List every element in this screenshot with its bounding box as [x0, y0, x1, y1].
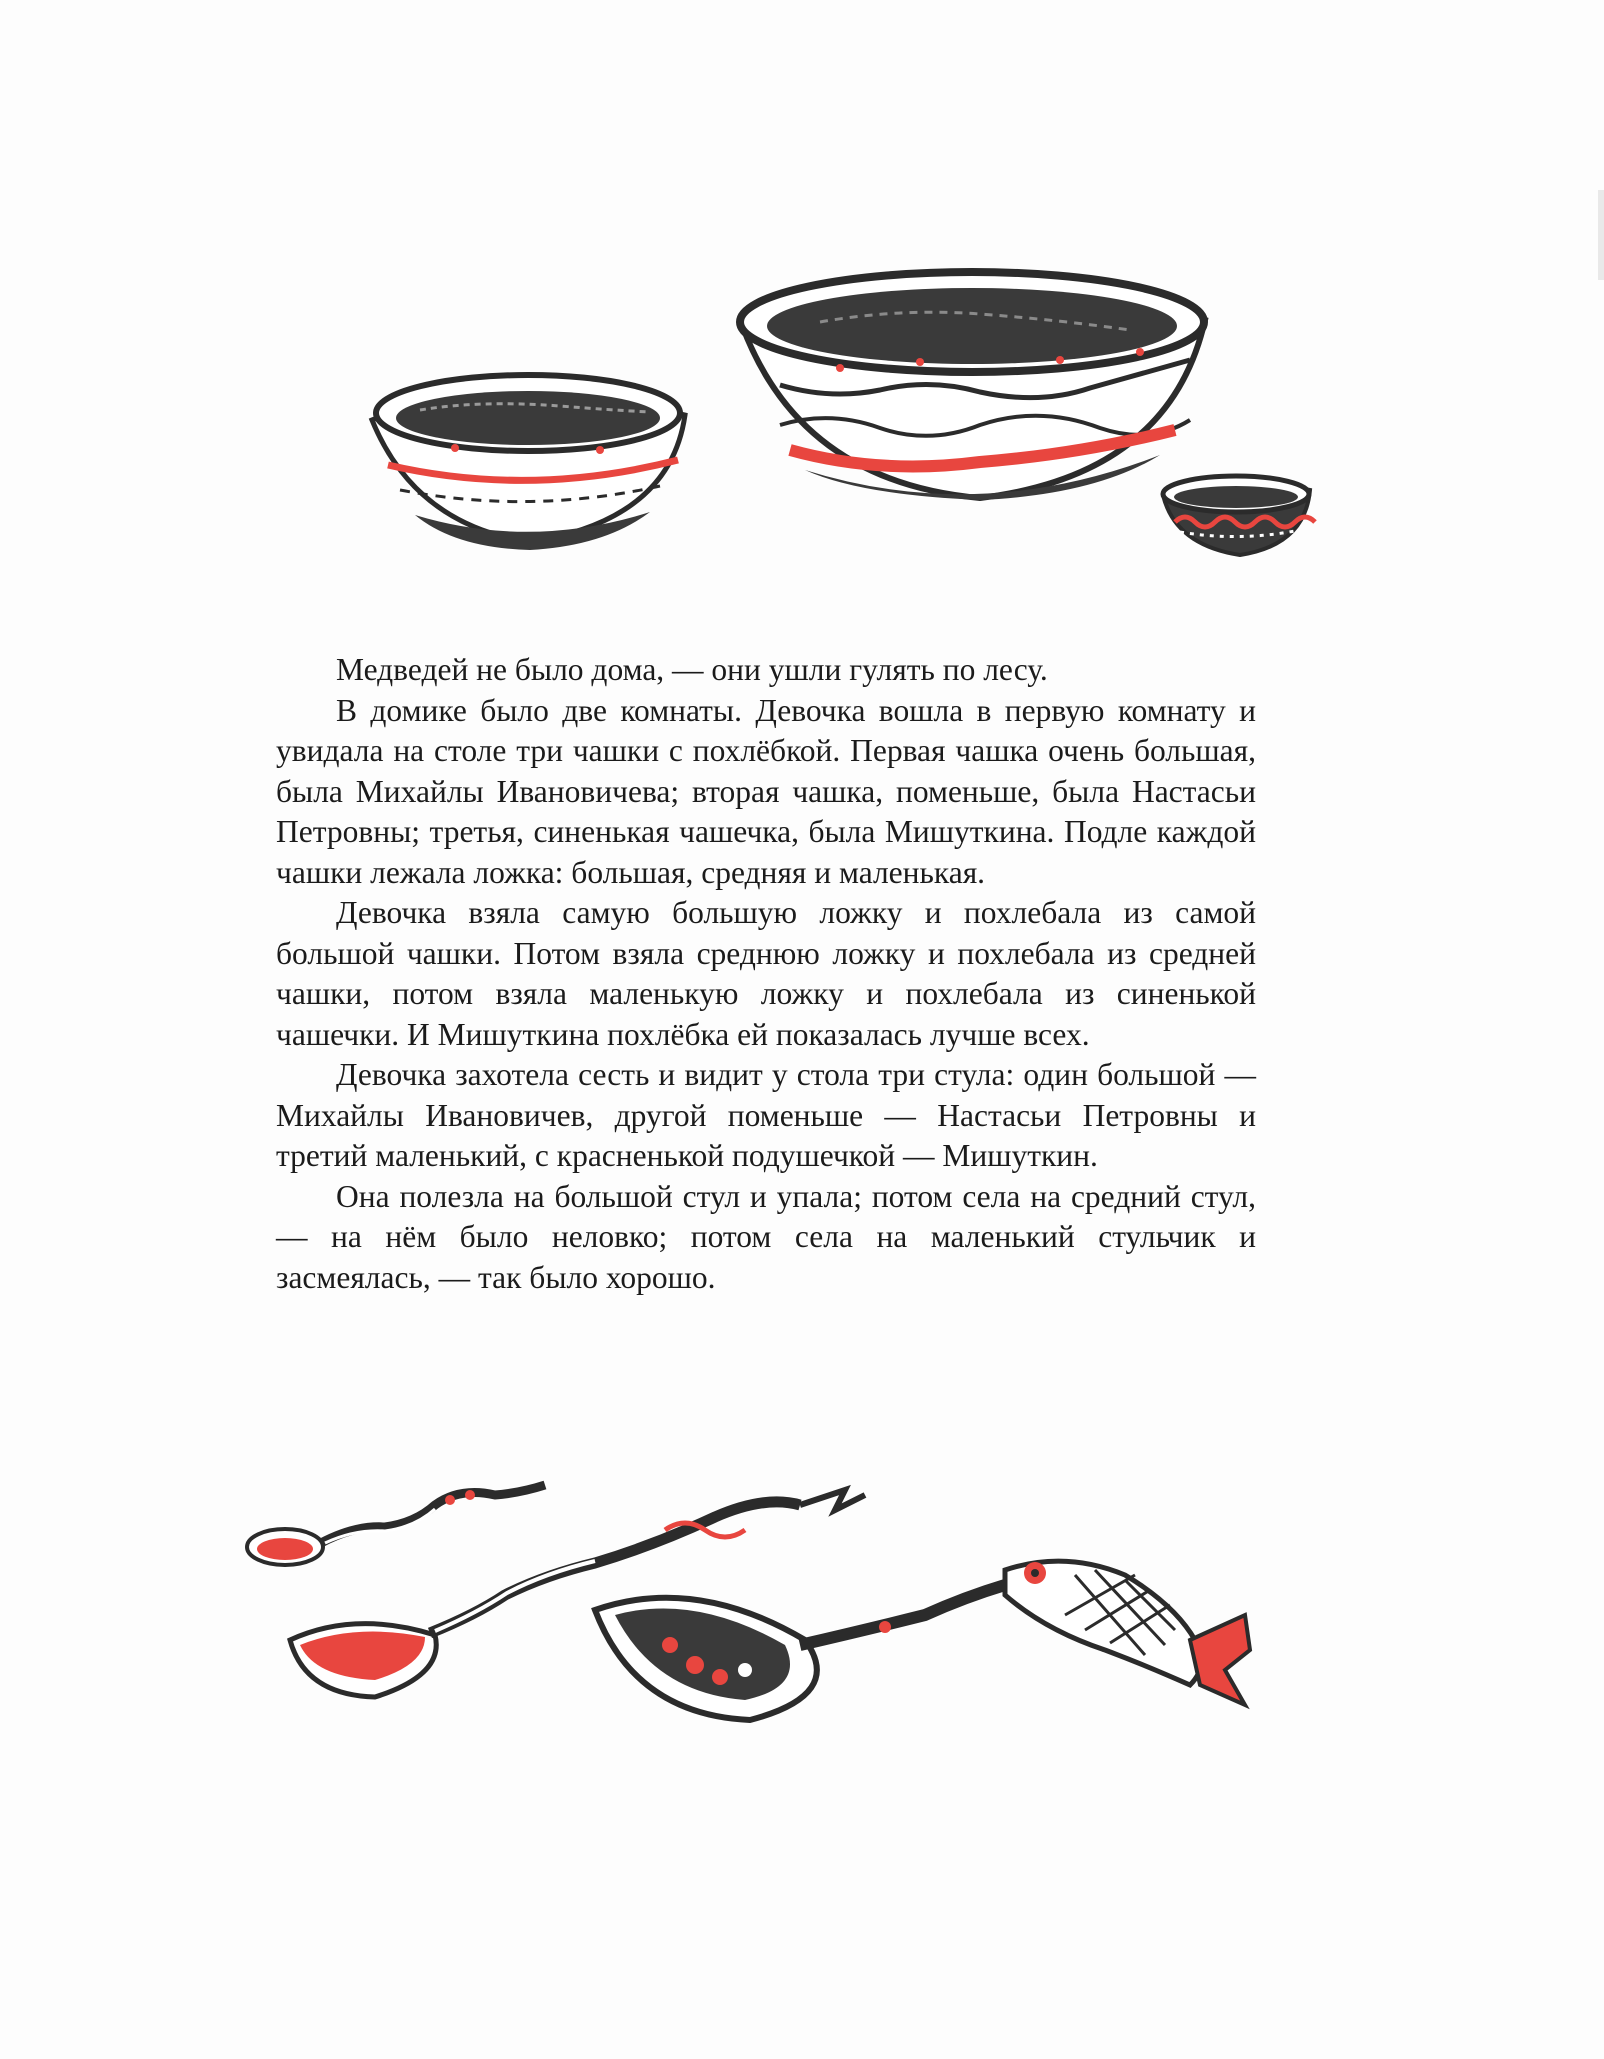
medium-bowl-icon: [372, 375, 685, 550]
story-paragraph-3: Девочка взяла самую большую ложку и похлебала из самой большой чашки. Потом взяла среднюю ложку и похлебала из средней чашки, потом взяла маленькую ложку и похлебала из синенькой чашечки. И Мишуткина похлёбка ей показалась лучше всех.: [276, 895, 1256, 1052]
story-paragraph-4: Девочка захотела сесть и видит у стола три стула: один большой — Михайлы Ивановичев, другой поменьше — Настасьи Петровны и третий маленький, с красненькой подушечкой — Мишуткин.: [276, 1057, 1256, 1173]
story-text: [276, 650, 1256, 1298]
small-spoon-icon: [247, 1485, 545, 1565]
story-paragraph-5: Она полезла на большой стул и упала; потом села на средний стул, — на нём было неловко; потом села на маленький стульчик и засмеялась, — так было хорошо.: [276, 1178, 1256, 1295]
three-spoons-illustration: [245, 1465, 1395, 1875]
small-bowl-icon: [1163, 476, 1315, 555]
story-paragraph-1: Медведей не было дома, — они ушли гулять по лесу.: [336, 652, 1048, 687]
big-spoon-fish-icon: [595, 1561, 1250, 1720]
big-bowl-icon: [740, 272, 1205, 500]
three-bowls-illustration: [360, 250, 1360, 590]
page-edge: [1598, 190, 1604, 280]
story-paragraph-2: В домике было две комнаты. Девочка вошла в первую комнату и увидала на столе три чашки с похлёбкой. Первая чашка очень большая, была Михайлы Ивановичева; вторая чашка, поменьше, была Настасьи Петровны; третья, синенькая чашечка, была Мишуткина. Подле каждой чашки лежала ложка: большая, средняя и маленькая.: [276, 692, 1256, 890]
